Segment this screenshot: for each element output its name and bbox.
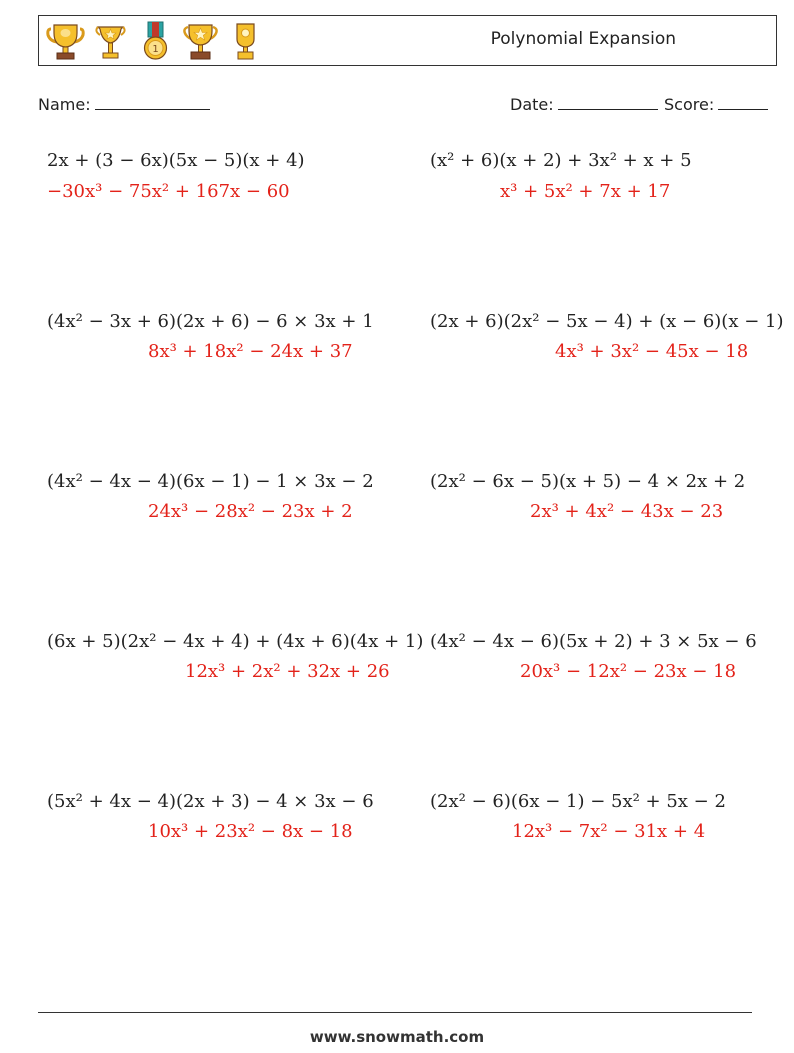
score-field[interactable]: [664, 93, 768, 114]
date-blank-line[interactable]: [558, 93, 658, 110]
name-blank-line[interactable]: [95, 93, 210, 110]
award-icons: [43, 19, 268, 63]
problem-answer: 24x³ − 28x² − 23x + 2: [148, 501, 353, 522]
problem-answer: 2x³ + 4x² − 43x − 23: [530, 501, 724, 522]
problem-question: (2x² − 6)(6x − 1) − 5x² + 5x − 2: [430, 791, 726, 812]
header-box: [38, 15, 777, 66]
problem-answer: 12x³ − 7x² − 31x + 4: [512, 821, 706, 842]
problem-answer: 12x³ + 2x² + 32x + 26: [185, 661, 390, 682]
date-label: Date:: [510, 95, 554, 114]
problem-question: (x² + 6)(x + 2) + 3x² + x + 5: [430, 150, 692, 171]
problem-question: (2x + 6)(2x² − 5x − 4) + (x − 6)(x − 1): [430, 311, 784, 332]
problem-question: (6x + 5)(2x² − 4x + 4) + (4x + 6)(4x + 1): [47, 631, 424, 652]
problem-answer: x³ + 5x² + 7x + 17: [500, 181, 671, 202]
problem-answer: 20x³ − 12x² − 23x − 18: [520, 661, 737, 682]
svg-text:1: 1: [152, 44, 159, 55]
trophy-star-icon: [88, 19, 133, 63]
problem-question: (4x² − 4x − 4)(6x − 1) − 1 × 3x − 2: [47, 471, 374, 492]
score-blank-line[interactable]: [718, 93, 768, 110]
footer-site-link[interactable]: www.snowmath.com: [309, 1028, 485, 1046]
name-label: Name:: [38, 95, 91, 114]
date-field[interactable]: [510, 93, 658, 114]
problem-answer: 10x³ + 23x² − 8x − 18: [148, 821, 353, 842]
worksheet-title: Polynomial Expansion: [490, 29, 676, 49]
problem-answer: 8x³ + 18x² − 24x + 37: [148, 341, 353, 362]
problem-answer: 4x³ + 3x² − 45x − 18: [555, 341, 749, 362]
problem-question: (4x² − 3x + 6)(2x + 6) − 6 × 3x + 1: [47, 311, 374, 332]
problem-question: (5x² + 4x − 4)(2x + 3) − 4 × 3x − 6: [47, 791, 374, 812]
problem-question: 2x + (3 − 6x)(5x − 5)(x + 4): [47, 150, 305, 171]
problem-question: (4x² − 4x − 6)(5x + 2) + 3 × 5x − 6: [430, 631, 757, 652]
name-field[interactable]: [38, 93, 210, 114]
score-label: Score:: [664, 95, 715, 114]
trophy-cup-icon: [43, 19, 88, 63]
trophy-goblet-icon: [223, 19, 268, 63]
problem-question: (2x² − 6x − 5)(x + 5) − 4 × 2x + 2: [430, 471, 746, 492]
medal-number-one-icon: [133, 19, 178, 63]
trophy-star-large-icon: [178, 19, 223, 63]
footer-divider: [38, 1012, 752, 1013]
problem-answer: −30x³ − 75x² + 167x − 60: [47, 181, 290, 202]
